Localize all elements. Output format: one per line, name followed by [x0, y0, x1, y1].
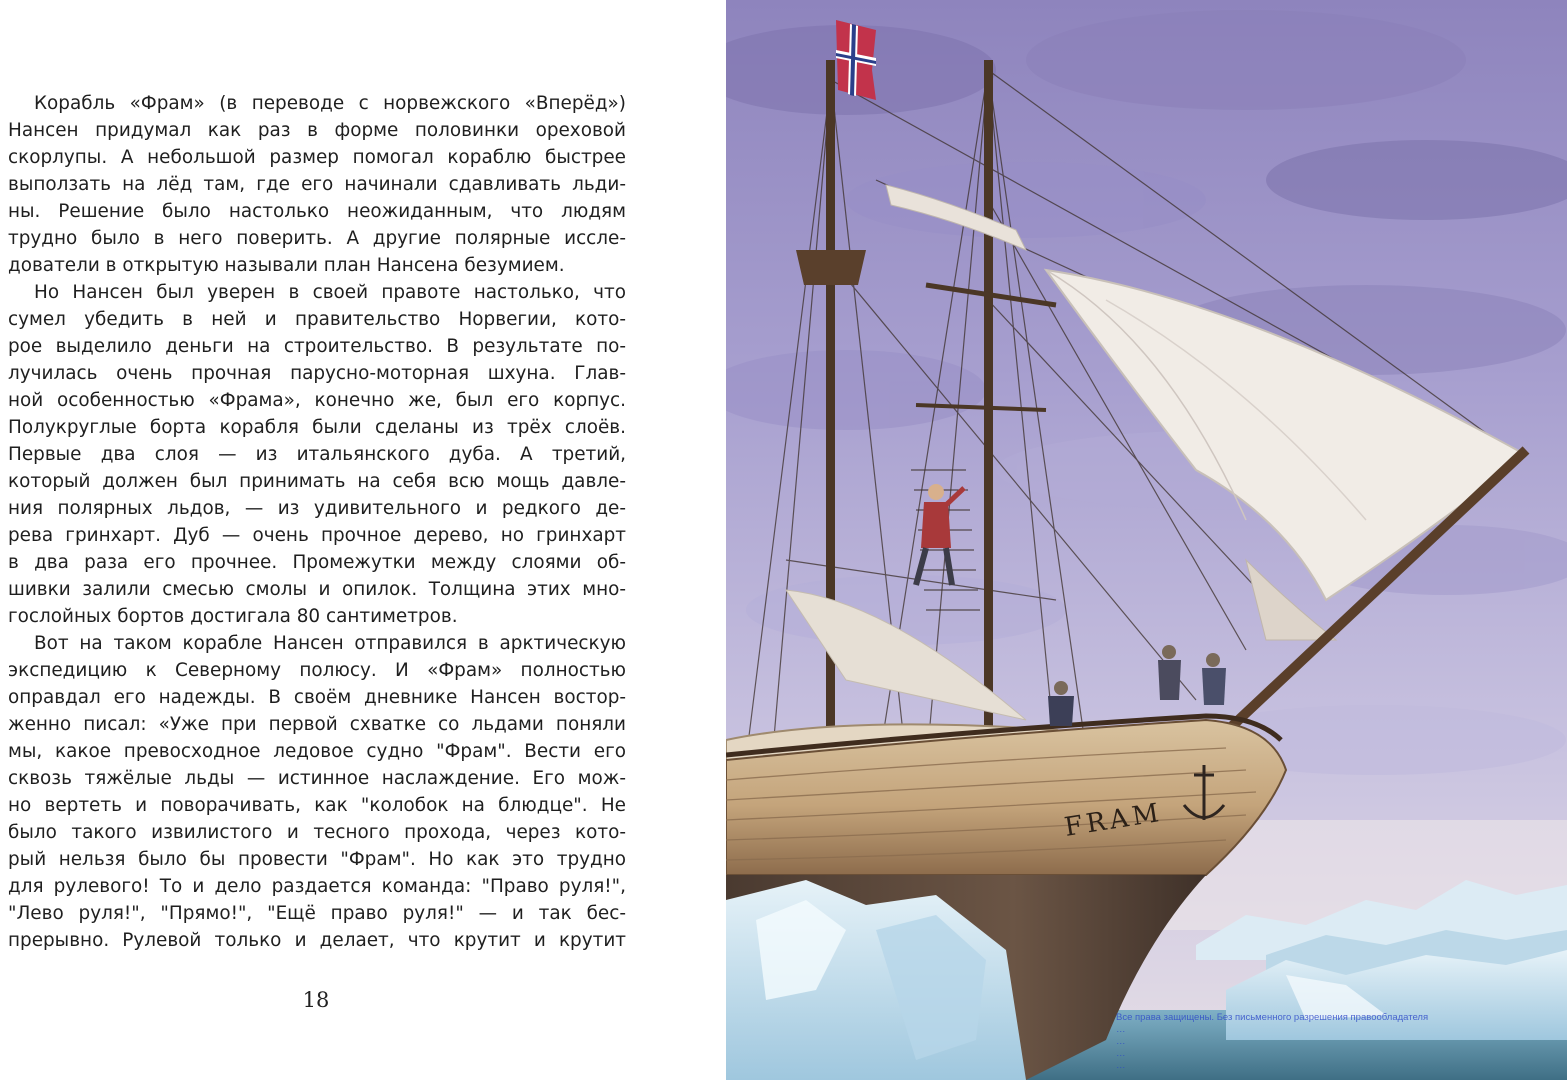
text-line: "Лево руля!", "Прямо!", "Ещё право руля!" — и так бес- [8, 903, 626, 924]
text-line: гослойных бортов достигала 80 сантиметров. [8, 606, 458, 627]
text-line: женно писал: «Уже при первой схватке со льдами поняли [8, 714, 626, 735]
paragraph-1 [8, 90, 626, 279]
watermark-line: Все права защищены. Без письменного разрешения правообладателя [1116, 1012, 1429, 1023]
copyright-watermark [1116, 1012, 1556, 1072]
crows-nest [796, 250, 866, 285]
fore-mast [826, 60, 835, 820]
text-line: дователи в открытую называли план Нансена безумием. [8, 255, 565, 276]
text-line: ны. Решение было настолько неожиданным, что людям [8, 201, 626, 222]
text-line: ния полярных льдов, — из удивительного и редкого де- [8, 498, 626, 519]
text-line: Но Нансен был уверен в своей правоте настолько, что [34, 282, 626, 303]
text-line: рева гринхарт. Дуб — очень прочное дерево, но гринхарт [8, 525, 626, 546]
watermark-line: … [1116, 1036, 1126, 1047]
text-line: рое выделило деньги на строительство. В результате по- [8, 336, 626, 357]
text-line: Полукруглые борта корабля были сделаны из трёх слоёв. [8, 417, 626, 438]
text-line: прерывно. Рулевой только и делает, что крутит и крутит [8, 930, 626, 951]
text-line: было такого извилистого и тесного прохода, через кото- [8, 822, 626, 843]
text-line: Нансен придумал как раз в форме половинки ореховой [8, 120, 626, 141]
text-line: шивки залили смесью смолы и опилок. Толщина этих мно- [8, 579, 626, 600]
text-line: Первые два слоя — из итальянского дуба. А третий, [8, 444, 626, 465]
text-line: для рулевого! То и дело раздается команда: "Право руля!", [8, 876, 626, 897]
text-line: который должен был принимать на себя всю мощь давле- [8, 471, 626, 492]
watermark-line: … [1116, 1024, 1126, 1035]
text-line: сумел убедить в ней и правительство Норвегии, кото- [8, 309, 626, 330]
watermark-line: … [1116, 1048, 1126, 1059]
body-text [8, 90, 626, 954]
text-line: трудно было в него поверить. А другие полярные иссле- [8, 228, 626, 249]
ship-painting [726, 0, 1567, 1080]
watermark-line: … [1116, 1060, 1126, 1071]
page-number: 18 [302, 988, 330, 1012]
text-line: ной особенностью «Фрама», конечно же, был его корпус. [8, 390, 626, 411]
text-line: скорлупы. А небольшой размер помогал кораблю быстрее [8, 147, 626, 168]
text-line: Вот на таком корабле Нансен отправился в арктическую [34, 633, 626, 654]
text-page [0, 0, 726, 1080]
text-line: мы, какое превосходное ледовое судно "Фрам". Вести его [8, 741, 626, 762]
text-line: экспедицию к Северному полюсу. И «Фрам» полностью [8, 660, 626, 681]
paragraph-3 [8, 630, 626, 954]
text-line: но вертеть и поворачивать, как "колобок на блюдце". Не [8, 795, 626, 816]
text-line: Корабль «Фрам» (в переводе с норвежского «Вперёд») [34, 93, 626, 114]
hull-lettering: FRAM [1062, 797, 1165, 843]
text-line: рый нельзя было бы провести "Фрам". Но как это трудно [8, 849, 626, 870]
text-line: в два раза его прочнее. Промежутки между слоями об- [8, 552, 626, 573]
text-line: оправдал его надежды. В своём дневнике Нансен востор- [8, 687, 626, 708]
main-mast [984, 60, 993, 760]
text-line: лучилась очень прочная парусно-моторная шхуна. Глав- [8, 363, 626, 384]
paragraph-2 [8, 279, 626, 630]
text-line: сквозь тяжёлые льды — истинное наслаждение. Его мож- [8, 768, 626, 789]
ship-illustration [726, 0, 1567, 1080]
text-line: выползать на лёд там, где его начинали сдавливать льди- [8, 174, 626, 195]
